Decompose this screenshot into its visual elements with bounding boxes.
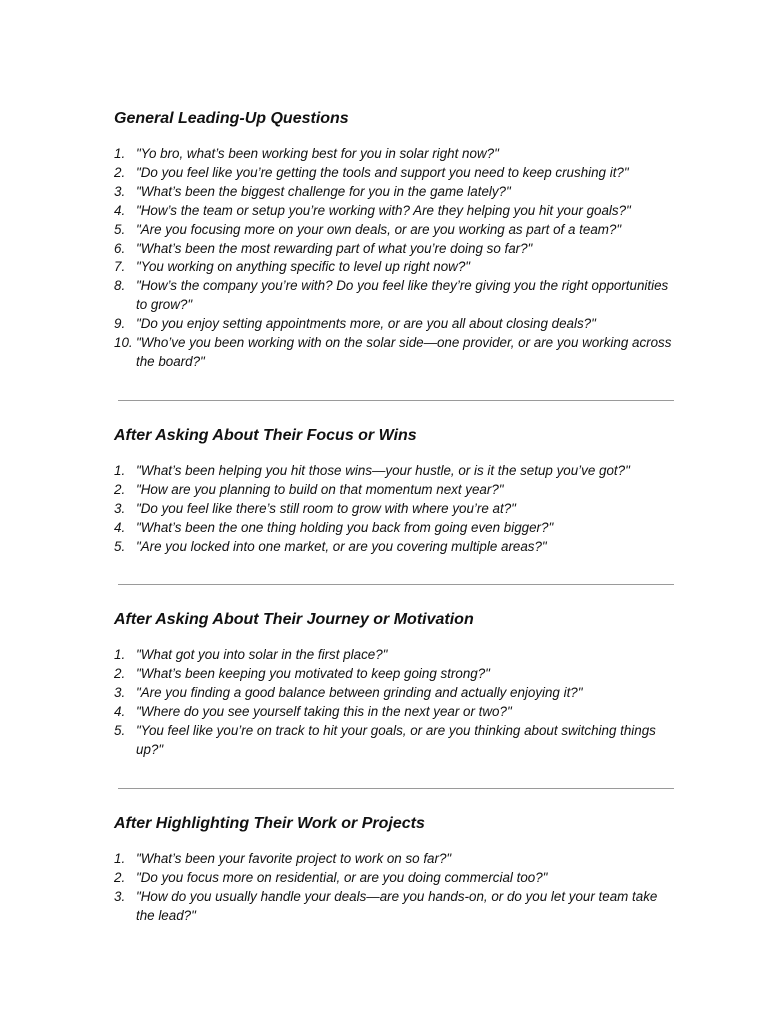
section-title: General Leading-Up Questions xyxy=(114,110,349,127)
document-page xyxy=(114,108,676,925)
list-item xyxy=(114,145,676,164)
item-text: "You feel like you’re on track to hit your goals, or are you thinking about switching things up?" xyxy=(136,723,656,757)
item-number: 4. xyxy=(114,519,126,535)
question-list xyxy=(114,145,676,372)
item-text: "Are you locked into one market, or are you covering multiple areas?" xyxy=(136,538,547,554)
list-item xyxy=(114,646,676,665)
section-title: After Asking About Their Journey or Motivation xyxy=(114,611,474,629)
item-text: "What’s been the most rewarding part of what you’re doing so far?" xyxy=(136,240,533,256)
item-number: 3. xyxy=(114,183,126,199)
item-number: 4. xyxy=(114,202,126,218)
item-text: "How’s the team or setup you’re working with? Are they helping you hit your goals?" xyxy=(136,202,631,218)
section-divider xyxy=(118,788,674,789)
item-number: 3. xyxy=(114,685,126,701)
question-list xyxy=(114,850,676,926)
item-number: 2. xyxy=(114,481,126,497)
item-text: "Yo bro, what’s been working best for you in solar right now?" xyxy=(136,146,499,161)
item-number: 9. xyxy=(114,316,126,332)
list-item xyxy=(114,202,676,221)
item-number: 1. xyxy=(114,146,126,161)
item-number: 6. xyxy=(114,240,126,256)
item-number: 8. xyxy=(114,278,126,294)
item-text: "Do you enjoy setting appointments more, or are you all about closing deals?" xyxy=(136,316,596,332)
list-item xyxy=(114,665,676,684)
list-item xyxy=(114,221,676,240)
item-text: "What got you into solar in the first place?" xyxy=(136,647,388,663)
item-text: "Who’ve you been working with on the solar side—one provider, or are you working across the board?" xyxy=(136,335,672,369)
list-item xyxy=(114,684,676,703)
item-number: 2. xyxy=(114,869,126,885)
list-item xyxy=(114,500,676,519)
list-item xyxy=(114,481,676,500)
item-text: "What’s been your favorite project to work on so far?" xyxy=(136,850,452,866)
item-number: 1. xyxy=(114,647,126,663)
list-item xyxy=(114,869,676,888)
item-text: "Do you feel like you’re getting the tools and support you need to keep crushing it?" xyxy=(136,164,629,180)
item-number: 3. xyxy=(114,888,126,904)
item-text: "What’s been the biggest challenge for you in the game lately?" xyxy=(136,183,511,199)
item-number: 10. xyxy=(114,335,133,351)
section-divider xyxy=(118,584,674,585)
item-number: 4. xyxy=(114,704,126,720)
item-text: "Where do you see yourself taking this in the next year or two?" xyxy=(136,704,512,720)
question-list xyxy=(114,646,676,759)
section-title: After Highlighting Their Work or Projects xyxy=(114,814,425,832)
item-text: "What’s been keeping you motivated to keep going strong?" xyxy=(136,666,490,682)
question-list xyxy=(114,462,676,557)
item-number: 1. xyxy=(114,850,126,866)
item-text: "Do you feel like there’s still room to grow with where you’re at?" xyxy=(136,500,516,516)
section-title: After Asking About Their Focus or Wins xyxy=(114,426,417,444)
list-item xyxy=(114,850,676,869)
section-work-or-projects xyxy=(114,813,676,926)
item-text: "How do you usually handle your deals—are you hands-on, or do you let your team take the lead?" xyxy=(136,888,658,923)
item-number: 5. xyxy=(114,221,126,237)
list-item xyxy=(114,888,676,926)
list-item xyxy=(114,703,676,722)
item-number: 2. xyxy=(114,164,126,180)
list-item xyxy=(114,538,676,557)
item-text: "Are you finding a good balance between grinding and actually enjoying it?" xyxy=(136,685,583,701)
list-item xyxy=(114,519,676,538)
item-number: 5. xyxy=(114,538,126,554)
section-focus-or-wins xyxy=(114,425,676,557)
list-item xyxy=(114,722,676,760)
list-item xyxy=(114,462,676,481)
item-text: "What’s been the one thing holding you back from going even bigger?" xyxy=(136,519,554,535)
item-text: "Do you focus more on residential, or are you doing commercial too?" xyxy=(136,869,548,885)
list-item xyxy=(114,164,676,183)
list-item xyxy=(114,277,676,315)
item-number: 3. xyxy=(114,500,126,516)
item-number: 5. xyxy=(114,723,126,739)
item-number: 7. xyxy=(114,259,126,275)
section-divider xyxy=(118,400,674,401)
item-text: "How are you planning to build on that momentum next year?" xyxy=(136,481,504,497)
item-number: 2. xyxy=(114,666,126,682)
section-journey-or-motivation xyxy=(114,609,676,759)
item-text: "What’s been helping you hit those wins—your hustle, or is it the setup you’ve got?" xyxy=(136,462,630,478)
section-general-leading-up xyxy=(114,108,676,372)
item-text: "You working on anything specific to level up right now?" xyxy=(136,259,471,275)
list-item xyxy=(114,334,676,372)
item-text: "Are you focusing more on your own deals, or are you working as part of a team?" xyxy=(136,221,622,237)
list-item xyxy=(114,183,676,202)
list-item xyxy=(114,315,676,334)
list-item xyxy=(114,258,676,277)
item-number: 1. xyxy=(114,462,126,478)
item-text: "How’s the company you’re with? Do you feel like they’re giving you the right opportunities to grow?" xyxy=(136,278,669,313)
list-item xyxy=(114,240,676,259)
